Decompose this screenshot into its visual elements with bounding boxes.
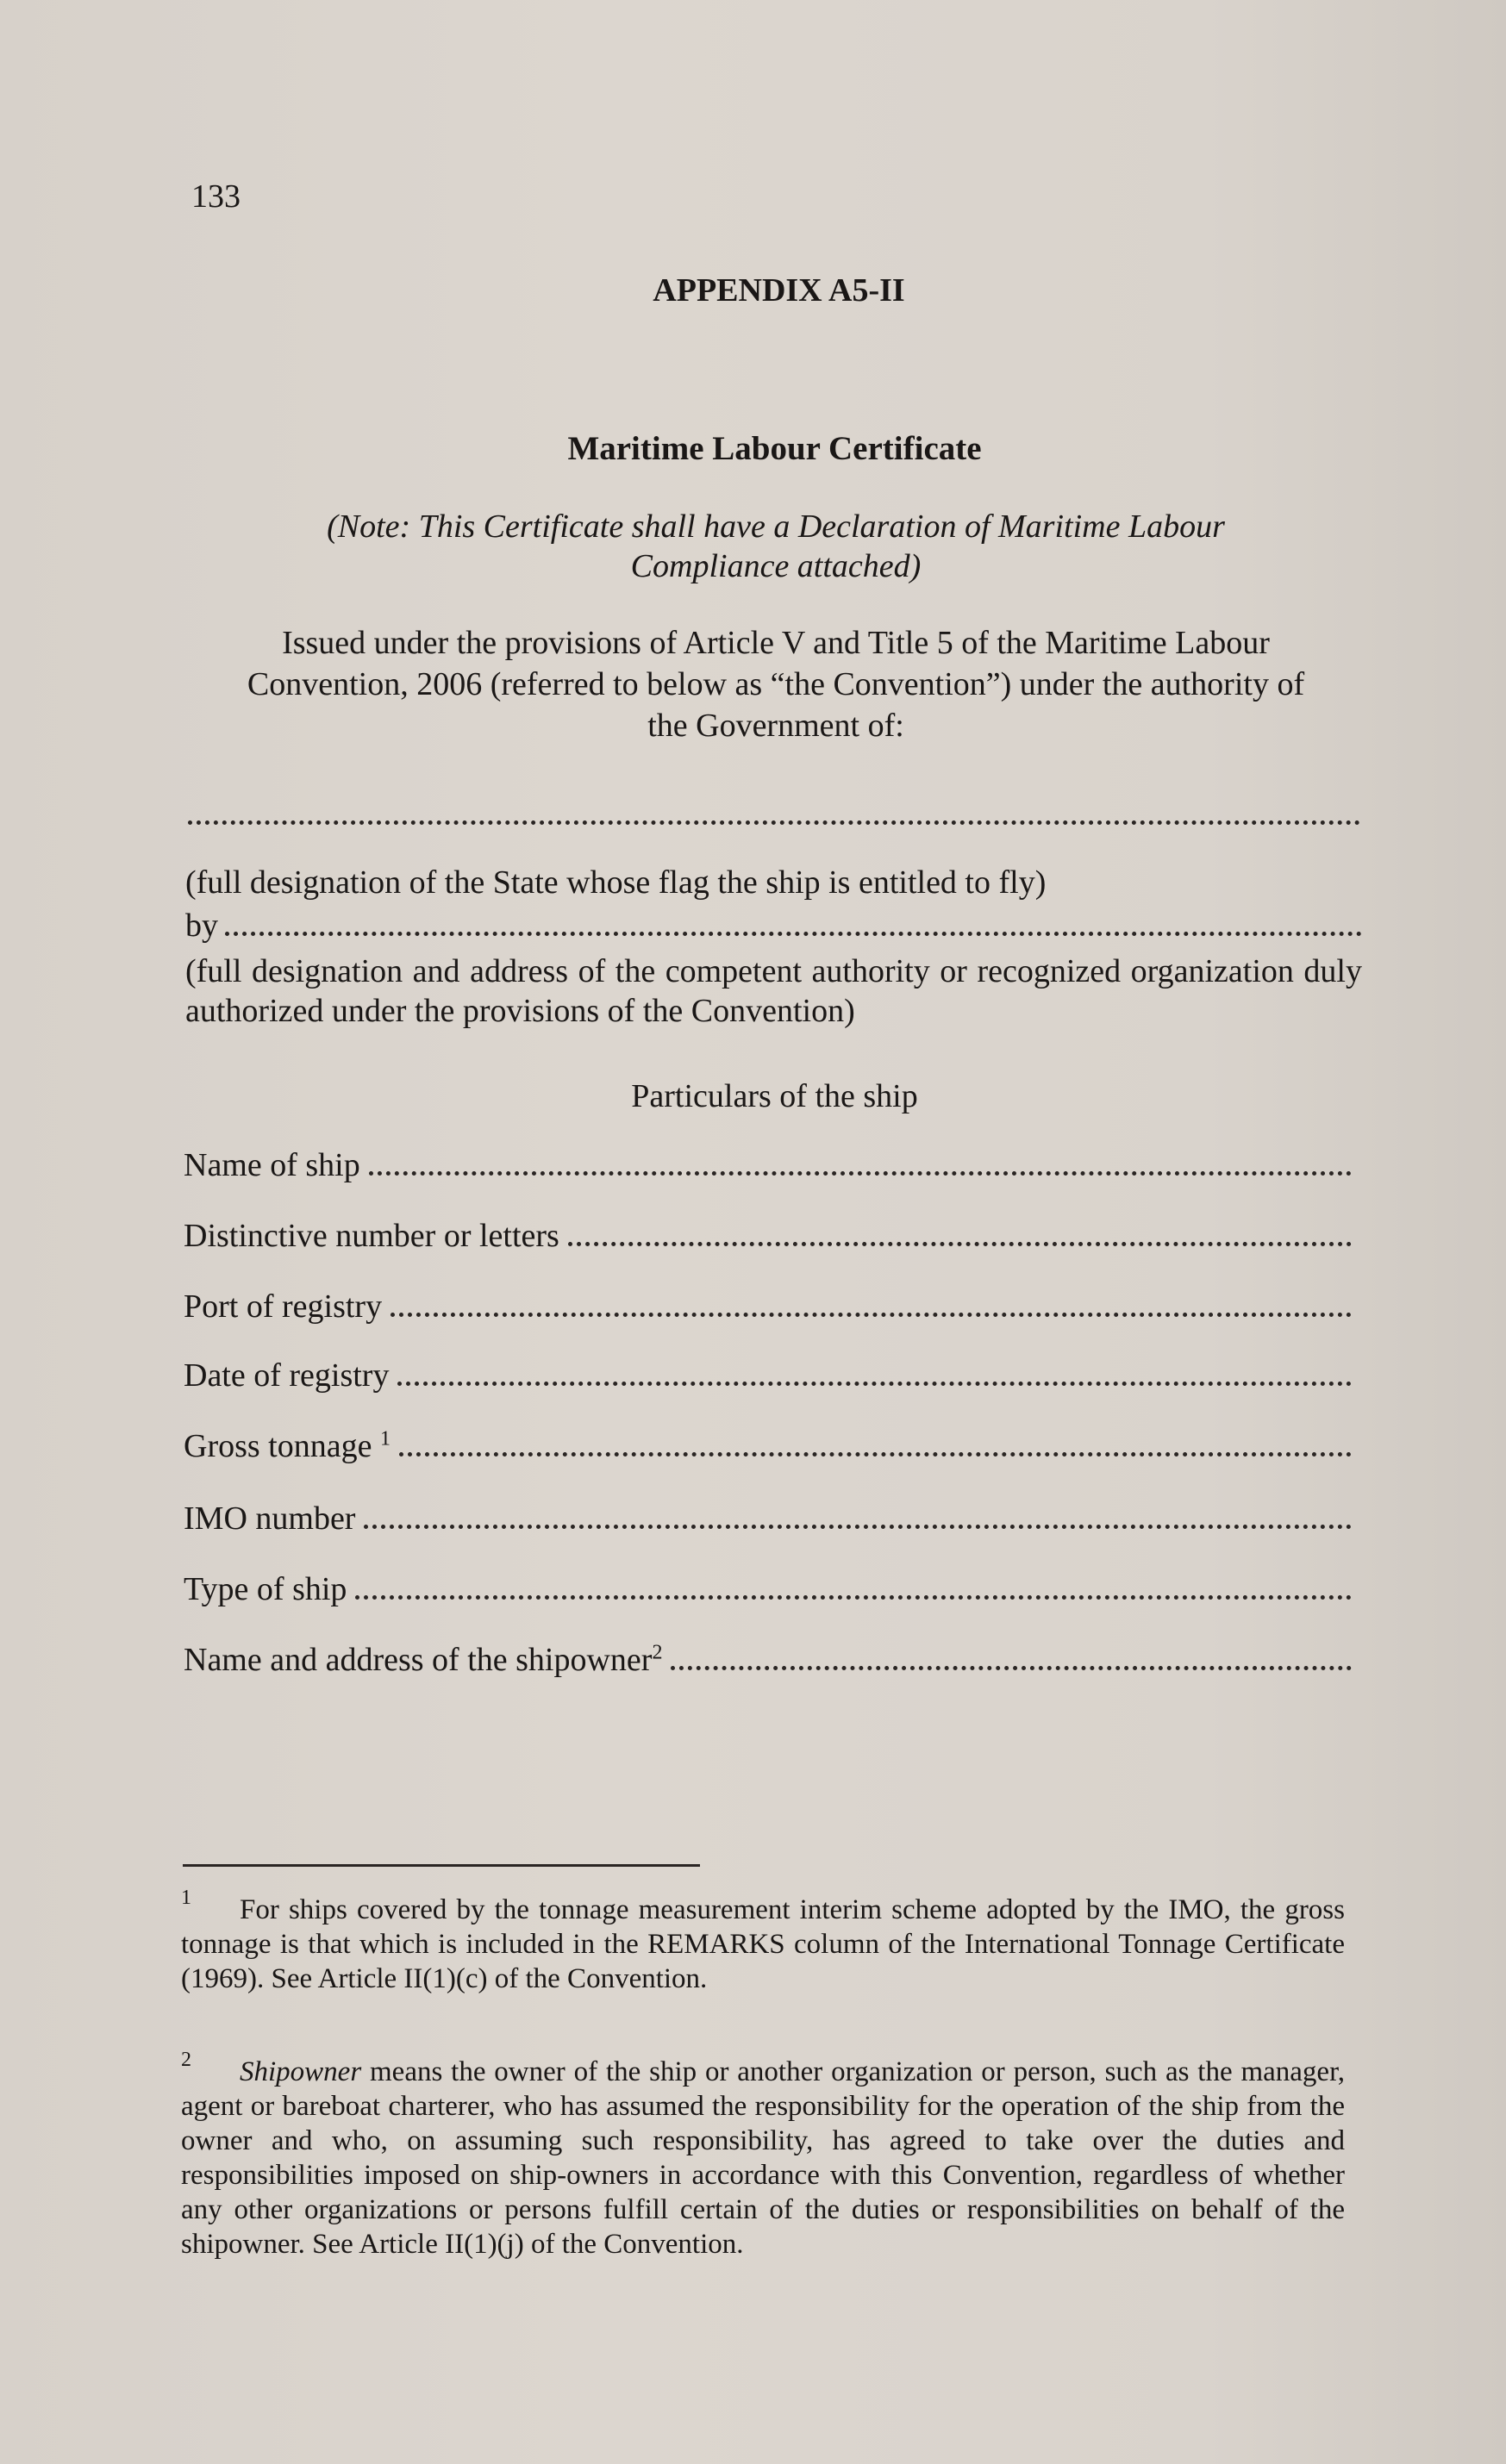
field-fill-line[interactable] (671, 1644, 1352, 1670)
certificate-note (259, 507, 1293, 586)
field-fill-line[interactable] (568, 1220, 1352, 1246)
gross-tonnage-label: Gross tonnage (184, 1428, 372, 1464)
flag-state-description: (full designation of the State whose flag the ship is entitled to fly) (185, 864, 1047, 901)
page-number: 133 (191, 178, 241, 215)
footnote-1 (181, 1881, 1345, 1996)
footnote-ref-2: 2 (652, 1641, 663, 1664)
field-distinctive-number[interactable] (184, 1217, 1352, 1260)
field-date-of-registry[interactable] (184, 1357, 1352, 1400)
field-label: Type of ship (184, 1571, 347, 1607)
issued-line-2: Convention, 2006 (referred to below as “the Convention”) under the authority of (247, 666, 1305, 702)
authority-fill-row[interactable] (185, 907, 1362, 945)
note-line-2: Compliance attached) (630, 548, 922, 584)
issued-under-text (185, 622, 1366, 746)
field-label: IMO number (184, 1500, 356, 1537)
field-label: Date of registry (184, 1357, 390, 1394)
note-line-1: (Note: This Certificate shall have a Declaration of Maritime Labour (327, 508, 1225, 545)
particulars-heading: Particulars of the ship (631, 1078, 918, 1114)
by-label: by (185, 908, 218, 944)
field-type-of-ship[interactable] (184, 1570, 1352, 1613)
footnote-2 (181, 2043, 1345, 2261)
field-name-of-ship[interactable] (184, 1146, 1352, 1189)
certificate-title: Maritime Labour Certificate (567, 430, 982, 467)
issued-line-3: the Government of: (647, 708, 904, 744)
field-fill-line[interactable] (364, 1502, 1352, 1529)
field-fill-line[interactable] (397, 1359, 1352, 1386)
field-gross-tonnage[interactable] (184, 1427, 1352, 1470)
field-fill-line[interactable] (355, 1573, 1352, 1600)
field-label: Distinctive number or letters (184, 1218, 559, 1254)
field-imo-number[interactable] (184, 1500, 1352, 1543)
field-fill-line[interactable] (369, 1149, 1352, 1176)
footnote-number: 1 (181, 1887, 191, 1909)
footnote-number: 2 (181, 2049, 191, 2071)
footnote-term: Shipowner (240, 2056, 362, 2087)
footnote-text: means the owner of the ship or another organization or person, such as the manager, agent or bareboat charterer, who has assumed the responsibility for the operation of the ship from the owner and who, on assuming such responsibility, has agreed to take over the duties and responsibilities imposed on ship-owners in accordance with this Convention, regardless of whether any other organizations or persons fulfill certain of the duties or responsibilities on behalf of the shipowner. See Article II(1)(j) of the Convention. (181, 2056, 1345, 2260)
footnote-text: For ships covered by the tonnage measurement interim scheme adopted by the IMO, the gross tonnage is that which is included in the REMARKS column of the International Tonnage Certificate (1969). See Article II(1)(c) of the Convention. (181, 1894, 1345, 1994)
field-fill-line[interactable] (399, 1430, 1352, 1457)
footnote-separator (183, 1864, 700, 1867)
field-port-of-registry[interactable] (184, 1288, 1352, 1331)
field-label (184, 1641, 662, 1679)
appendix-title: APPENDIX A5-II (653, 272, 905, 309)
field-label: Name of ship (184, 1147, 360, 1183)
government-fill-line[interactable] (188, 795, 1360, 825)
field-label (184, 1427, 391, 1465)
field-shipowner[interactable] (184, 1641, 1352, 1684)
footnote-body (181, 2043, 1345, 2261)
shipowner-label: Name and address of the shipowner (184, 1642, 653, 1678)
field-fill-line[interactable] (391, 1290, 1352, 1317)
authority-fill-line[interactable] (225, 911, 1362, 936)
footnote-ref-1: 1 (379, 1427, 391, 1450)
field-label: Port of registry (184, 1288, 383, 1325)
issued-line-1: Issued under the provisions of Article V and Title 5 of the Maritime Labour (282, 625, 1270, 661)
authority-description: (full designation and address of the competent authority or recognized organization duly authorized under the provisions of the Convention) (185, 953, 1362, 1029)
